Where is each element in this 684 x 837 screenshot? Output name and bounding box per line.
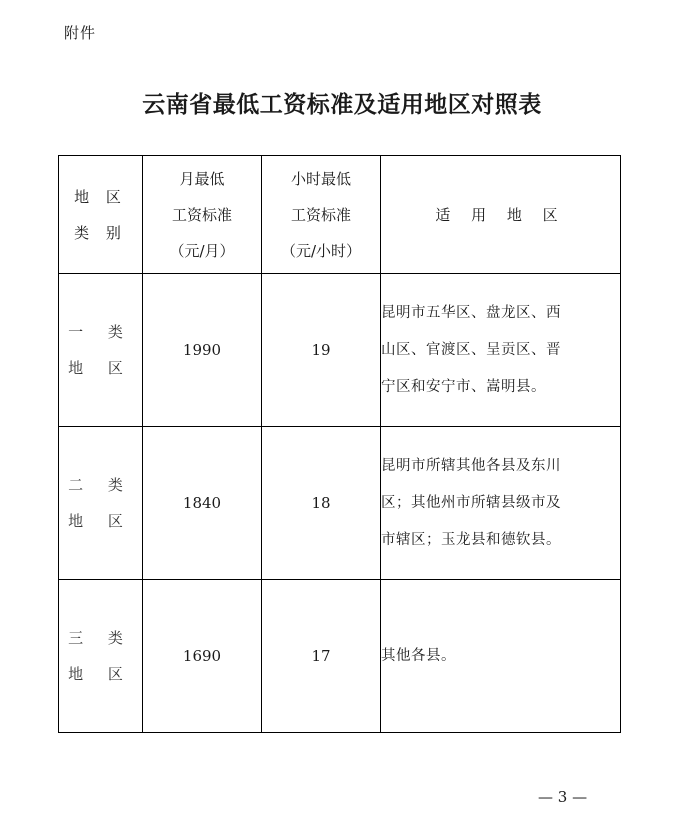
table-header-row bbox=[59, 156, 621, 274]
row-areas bbox=[381, 427, 621, 580]
row-monthly-wage: 1840 bbox=[143, 427, 262, 580]
row-category bbox=[59, 580, 143, 733]
area-line: 昆明市所辖其他各县及东川 bbox=[381, 457, 561, 474]
page-number: — 3 — bbox=[538, 788, 588, 806]
category-line: 地 区 bbox=[68, 665, 133, 683]
row-hourly-wage: 18 bbox=[262, 427, 381, 580]
table-row bbox=[59, 580, 621, 733]
category-line: 一 类 bbox=[68, 323, 133, 341]
header-monthly-line: 工资标准 bbox=[171, 205, 232, 224]
minimum-wage-table bbox=[58, 155, 621, 733]
header-monthly bbox=[143, 156, 262, 274]
header-category-line: 类 别 bbox=[74, 223, 127, 242]
area-line: 昆明市五华区、盘龙区、西 bbox=[381, 304, 561, 321]
category-line: 地 区 bbox=[68, 359, 133, 377]
category-line: 三 类 bbox=[68, 629, 133, 647]
header-hourly-line: 工资标准 bbox=[290, 205, 351, 224]
area-line: 宁区和安宁市、嵩明县。 bbox=[381, 378, 546, 395]
document-title: 云南省最低工资标准及适用地区对照表 bbox=[142, 91, 542, 118]
row-category bbox=[59, 274, 143, 427]
row-areas bbox=[381, 580, 621, 733]
row-areas bbox=[381, 274, 621, 427]
area-line: 其他各县。 bbox=[381, 647, 456, 664]
header-hourly-line: （元/小时） bbox=[280, 241, 362, 260]
header-category-line: 地 区 bbox=[74, 187, 127, 206]
header-monthly-line: 月最低 bbox=[179, 169, 225, 188]
table-row bbox=[59, 427, 621, 580]
header-areas: 适 用 地 区 bbox=[381, 156, 621, 274]
table-row bbox=[59, 274, 621, 427]
header-hourly-line: 小时最低 bbox=[290, 169, 351, 188]
row-category bbox=[59, 427, 143, 580]
area-line: 市辖区；玉龙县和德钦县。 bbox=[381, 531, 561, 548]
header-hourly bbox=[262, 156, 381, 274]
row-monthly-wage: 1690 bbox=[143, 580, 262, 733]
header-monthly-line: （元/月） bbox=[169, 241, 235, 260]
row-hourly-wage: 17 bbox=[262, 580, 381, 733]
attachment-label: 附件 bbox=[64, 24, 97, 42]
category-line: 二 类 bbox=[68, 476, 133, 494]
header-category bbox=[59, 156, 143, 274]
area-line: 区；其他州市所辖县级市及 bbox=[381, 494, 561, 511]
category-line: 地 区 bbox=[68, 512, 133, 530]
row-hourly-wage: 19 bbox=[262, 274, 381, 427]
row-monthly-wage: 1990 bbox=[143, 274, 262, 427]
area-line: 山区、官渡区、呈贡区、晋 bbox=[381, 341, 561, 358]
